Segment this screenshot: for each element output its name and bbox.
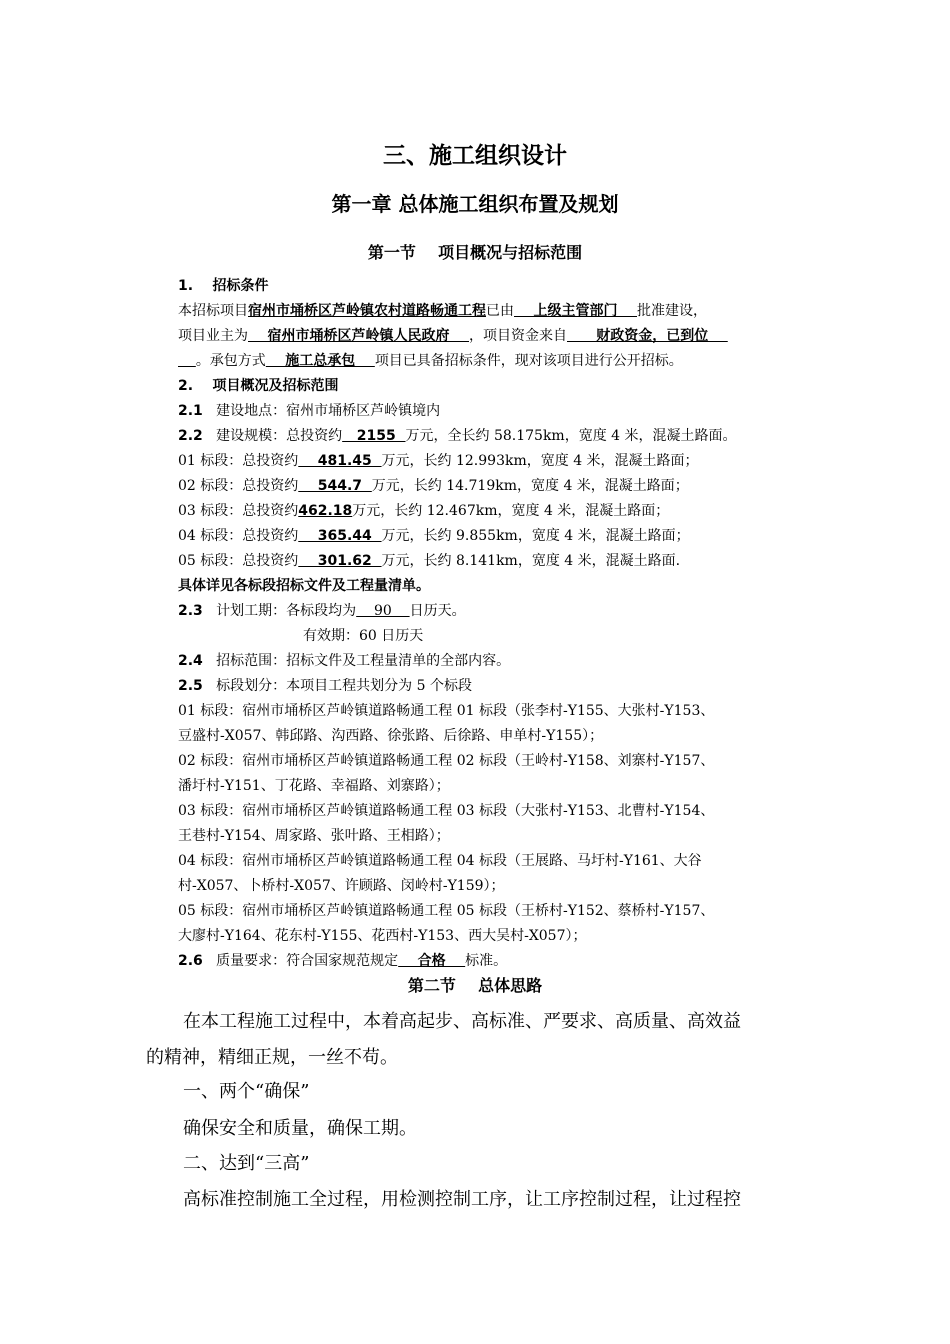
text: 万元，长约 12.993km，宽度 4 米，混凝土路面； — [381, 453, 699, 469]
body-paragraph-line: 确保安全和质量，确保工期。 — [183, 1118, 417, 1139]
text: 本招标项目 — [178, 303, 248, 319]
item-number: 2.2 — [178, 428, 203, 444]
investment-value: 365.44 — [298, 528, 382, 544]
text: 万元，长约 9.855km，宽度 4 米，混凝土路面； — [381, 528, 690, 544]
item-number: 2.3 — [178, 603, 203, 619]
item-number: 2.5 — [178, 678, 203, 694]
body-paragraph-line: 高标准控制施工全过程，用检测控制工序，让工序控制过程，让过程控 — [183, 1189, 741, 1210]
text: 05 标段：总投资约 — [178, 553, 299, 569]
body-paragraph-line: 在本工程施工过程中，本着高起步、高标准、严要求、高质量、高效益 — [183, 1011, 741, 1032]
item-2-1 — [178, 401, 440, 421]
text: 万元，长约 14.719km，宽度 4 米，混凝土路面； — [371, 478, 689, 494]
division-05-line-1: 05 标段：宿州市埇桥区芦岭镇道路畅通工程 05 标段（王桥村-Y152、蔡桥村-Y157、 — [178, 903, 715, 919]
text: 质量要求：符合国家规范规定 — [202, 953, 399, 969]
duration-value: 90 — [356, 603, 410, 619]
item-2-6 — [178, 951, 507, 971]
text: 建设地点：宿州市埇桥区芦岭镇境内 — [202, 403, 441, 419]
text: 已由 — [486, 303, 514, 319]
body-paragraph-line: 的精神，精细正规，一丝不苟。 — [146, 1047, 398, 1068]
investment-value: 544.7 — [298, 478, 372, 494]
division-03-line-2: 王巷村-Y154、周家路、张叶路、王相路）； — [178, 828, 450, 844]
text: 03 标段：总投资约 — [178, 503, 299, 519]
segment-03-scale — [178, 501, 669, 521]
segment-01-scale — [178, 451, 699, 471]
paragraph-line — [178, 351, 683, 371]
division-01-line-1: 01 标段：宿州市埇桥区芦岭镇道路畅通工程 01 标段（张李村-Y155、大张村-Y153、 — [178, 703, 715, 719]
text: 计划工期：各标段均为 — [202, 603, 357, 619]
funding-source: 财政资金，已到位 — [567, 328, 728, 344]
item-number: 2.4 — [178, 653, 203, 669]
text: ，项目资金来自 — [469, 328, 567, 344]
project-name: 宿州市埇桥区芦岭镇农村道路畅通工程 — [248, 303, 486, 319]
text: 02 标段：总投资约 — [178, 478, 299, 494]
subheading-two-ensures: 一、两个“确保” — [183, 1081, 310, 1102]
text: 01 标段：总投资约 — [178, 453, 299, 469]
investment-value: 481.45 — [298, 453, 382, 469]
division-04-line-2: 村-X057、卜桥村-X057、许顾路、闵岭村-Y159）； — [178, 878, 505, 894]
text: 万元，全长约 58.175km，宽度 4 米，混凝土路面。 — [405, 428, 737, 444]
segment-04-scale — [178, 526, 690, 546]
item-2-5 — [178, 676, 472, 696]
blank — [178, 353, 196, 369]
section-heading-1: 第一节 项目概况与招标范围 — [367, 243, 583, 262]
heading-project-overview: 2. 项目概况及招标范围 — [178, 378, 339, 394]
text: 日历天。 — [409, 603, 466, 619]
division-02-line-2: 潘圩村-Y151、丁花路、幸福路、刘寨路）； — [178, 778, 450, 794]
detail-note: 具体详见各标段招标文件及工程量清单。 — [178, 578, 430, 594]
investment-value: 301.62 — [298, 553, 382, 569]
division-02-line-1: 02 标段：宿州市埇桥区芦岭镇道路畅通工程 02 标段（王岭村-Y158、刘寨村-Y157、 — [178, 753, 715, 769]
division-01-line-2: 豆盛村-X057、韩邱路、沟西路、徐张路、后徐路、申单村-Y155）； — [178, 728, 604, 744]
text: 项目业主为 — [178, 328, 248, 344]
text: 04 标段：总投资约 — [178, 528, 299, 544]
item-2-4 — [178, 651, 510, 671]
text: 批准建设， — [637, 303, 707, 319]
text: 项目已具备招标条件，现对该项目进行公开招标。 — [374, 353, 683, 369]
division-03-line-1: 03 标段：宿州市埇桥区芦岭镇道路畅通工程 03 标段（大张村-Y153、北曹村-Y154、 — [178, 803, 715, 819]
text: 万元，长约 12.467km，宽度 4 米，混凝土路面； — [352, 503, 670, 519]
text: 万元，长约 8.141km，宽度 4 米，混凝土路面. — [381, 553, 681, 569]
division-05-line-2: 大廖村-Y164、花东村-Y155、花西村-Y153、西大吴村-X057）； — [178, 928, 587, 944]
segment-02-scale — [178, 476, 689, 496]
text: 建设规模：总投资约 — [202, 428, 343, 444]
paragraph-line — [178, 326, 728, 346]
heading-tender-conditions: 1. 招标条件 — [178, 278, 269, 294]
subheading-three-highs: 二、达到“三高” — [183, 1153, 310, 1174]
text: 标准。 — [465, 953, 508, 969]
item-number: 2.6 — [178, 953, 203, 969]
total-investment: 2155 — [342, 428, 406, 444]
item-2-3 — [178, 601, 466, 621]
document-title: 三、施工组织设计 — [383, 143, 567, 169]
item-2-2 — [178, 426, 737, 446]
investment-value: 462.18 — [298, 503, 353, 519]
item-number: 2.1 — [178, 403, 203, 419]
chapter-heading: 第一章 总体施工组织布置及规划 — [331, 192, 619, 216]
project-owner: 宿州市埇桥区芦岭镇人民政府 — [248, 328, 469, 344]
section-heading-2: 第二节 总体思路 — [407, 976, 543, 995]
paragraph-line — [178, 301, 707, 321]
approval-authority: 上级主管部门 — [514, 303, 637, 319]
text: 标段划分：本项目工程共划分为 5 个标段 — [202, 678, 472, 694]
text: 。承包方式 — [195, 353, 266, 369]
quality-value: 合格 — [398, 953, 466, 969]
contract-mode: 施工总承包 — [265, 353, 375, 369]
validity-period: 有效期：60 日历天 — [303, 628, 424, 644]
text: 招标范围：招标文件及工程量清单的全部内容。 — [202, 653, 511, 669]
division-04-line-1: 04 标段：宿州市埇桥区芦岭镇道路畅通工程 04 标段（王展路、马圩村-Y161、大谷 — [178, 853, 702, 869]
segment-05-scale — [178, 551, 680, 571]
